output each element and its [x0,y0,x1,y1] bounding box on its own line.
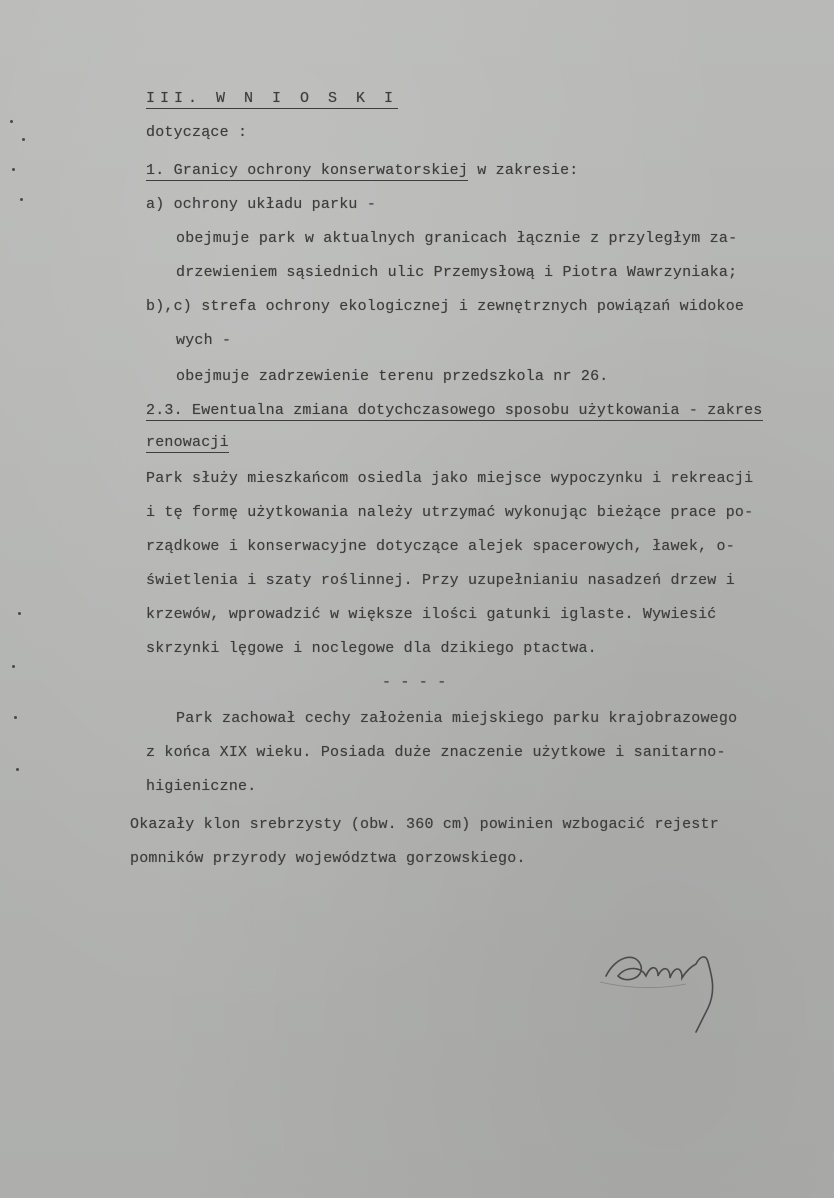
paragraph-line: skrzynki lęgowe i noclegowe dla dzikiego ptactwa. [146,640,597,657]
paragraph-line: z końca XIX wieku. Posiada duże znaczenie użytkowe i sanitarno- [146,744,726,761]
paragraph-line: Park służy mieszkańcom osiedla jako miejsce wypoczynku i rekreacji [146,470,754,487]
item1-title: 1. Granicy ochrony konserwatorskiej [146,162,469,179]
paragraph-line: i tę formę użytkowania należy utrzymać wykonując bieżące prace po- [146,504,754,521]
item1-tail: w zakresie: [468,162,579,179]
punch-mark [22,138,25,141]
item23-title-cont: renowacji [146,434,229,451]
paragraph-line: rządkowe i konserwacyjne dotyczące alejek spacerowych, ławek, o- [146,538,735,555]
section-heading [146,90,398,107]
punch-mark [18,612,21,615]
item1-bc-text: obejmuje zadrzewienie terenu przedszkola nr 26. [176,368,609,385]
item1-a-label: a) ochrony układu parku - [146,196,377,213]
handwritten-signature [596,936,736,1036]
item23-heading-line [146,402,763,419]
punch-mark [20,198,23,201]
item1-a-text-line: obejmuje park w aktualnych granicach łącznie z przyległym za- [176,230,738,247]
item1-a-text-line: drzewieniem sąsiednich ulic Przemysłową i Piotra Wawrzyniaka; [176,264,738,281]
paragraph-line: higieniczne. [146,778,257,795]
punch-mark [10,120,13,123]
paragraph-line: krzewów, wprowadzić w większe ilości gatunki iglaste. Wywiesić [146,606,717,623]
item1-bc-continuation: wych - [176,332,232,349]
punch-mark [16,768,19,771]
item1-heading [146,162,578,179]
punch-mark [12,665,15,668]
paragraph-line: świetlenia i szaty roślinnej. Przy uzupełnianiu nasadzeń drzew i [146,572,735,589]
heading-text: III. W N I O S K I [146,90,399,107]
paragraph-line: Okazały klon srebrzysty (obw. 360 cm) powinien wzbogacić rejestr [130,816,719,833]
paragraph-line: Park zachował cechy założenia miejskiego parku krajobrazowego [176,710,738,727]
punch-mark [12,168,15,171]
paragraph-line: pomników przyrody województwa gorzowskiego. [130,850,526,867]
punch-mark [14,716,17,719]
separator: - - - - [382,674,447,691]
item23-heading-line [146,434,229,451]
item1-bc-label: b),c) strefa ochrony ekologicznej i zewnętrznych powiązań widokoe [146,298,745,315]
item23-title: 2.3. Ewentualna zmiana dotychczasowego sposobu użytkowania - zakres [146,402,763,419]
subheading: dotyczące : [146,124,248,141]
